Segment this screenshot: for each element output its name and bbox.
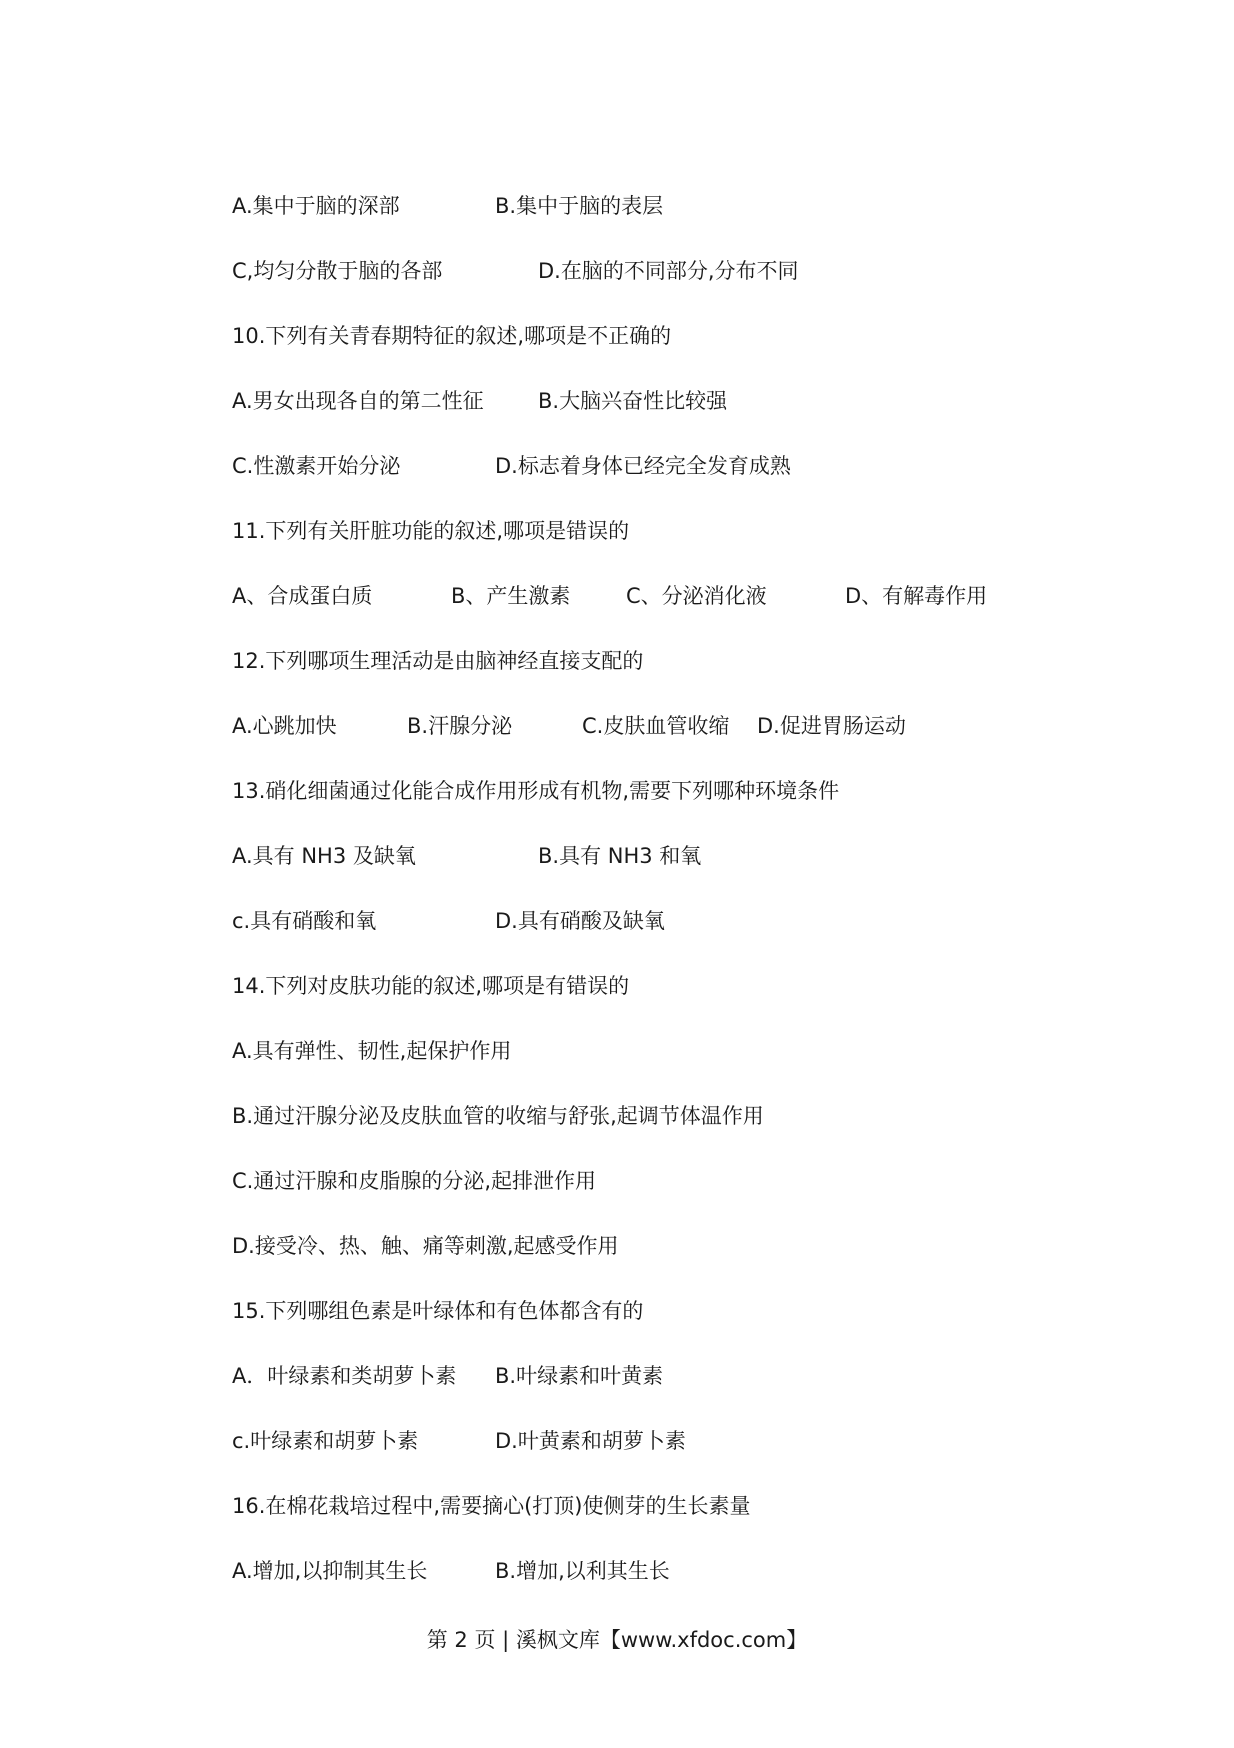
option-c: c.叶绿素和胡萝卜素: [232, 1429, 419, 1453]
option-b: B、产生激素: [451, 584, 571, 608]
question-text: 15.下列哪组色素是叶绿体和有色体都含有的: [232, 1299, 644, 1323]
option-a: A.具有弹性、韧性,起保护作用: [232, 1039, 512, 1063]
answer-options-row: [0, 1421, 1234, 1461]
option-c: C.皮肤血管收缩: [582, 714, 730, 738]
option-d: D.叶黄素和胡萝卜素: [495, 1429, 686, 1453]
option-d: D.接受冷、热、触、痛等刺激,起感受作用: [232, 1234, 619, 1258]
question-text: 11.下列有关肝脏功能的叙述,哪项是错误的: [232, 519, 630, 543]
answer-options-row: [0, 251, 1234, 291]
option-a: A.心跳加快: [232, 714, 337, 738]
option-c: C.通过汗腺和皮脂腺的分泌,起排泄作用: [232, 1169, 597, 1193]
answer-option: [0, 1031, 1234, 1071]
option-b: B.具有 NH3 和氧: [538, 844, 702, 868]
answer-option: [0, 1226, 1234, 1266]
option-b: B.叶绿素和叶黄素: [495, 1364, 664, 1388]
option-c: C、分泌消化液: [626, 584, 767, 608]
option-d: D.标志着身体已经完全发育成熟: [495, 454, 791, 478]
option-a: A.男女出现各自的第二性征: [232, 389, 484, 413]
answer-options-row: [0, 1356, 1234, 1396]
answer-option: [0, 1161, 1234, 1201]
question-10: [0, 316, 1234, 356]
question-12: [0, 641, 1234, 681]
answer-option: [0, 1096, 1234, 1136]
option-b: B.通过汗腺分泌及皮肤血管的收缩与舒张,起调节体温作用: [232, 1104, 764, 1128]
answer-options-row: [0, 836, 1234, 876]
answer-options-row: [0, 446, 1234, 486]
question-14: [0, 966, 1234, 1006]
question-15: [0, 1291, 1234, 1331]
answer-options-row: [0, 706, 1234, 746]
option-b: B.集中于脑的表层: [495, 194, 664, 218]
option-a: A.具有 NH3 及缺氧: [232, 844, 416, 868]
option-a: A、合成蛋白质: [232, 584, 373, 608]
question-16: [0, 1486, 1234, 1526]
option-d: D.促进胃肠运动: [757, 714, 906, 738]
question-13: [0, 771, 1234, 811]
page-footer: 第 2 页 | 溪枫文库【www.xfdoc.com】: [426, 1628, 808, 1652]
question-text: 13.硝化细菌通过化能合成作用形成有机物,需要下列哪种环境条件: [232, 779, 840, 803]
question-text: 10.下列有关青春期特征的叙述,哪项是不正确的: [232, 324, 672, 348]
question-text: 12.下列哪项生理活动是由脑神经直接支配的: [232, 649, 644, 673]
answer-options-row: [0, 1551, 1234, 1591]
option-a: A.集中于脑的深部: [232, 194, 400, 218]
option-d: D.具有硝酸及缺氧: [495, 909, 665, 933]
question-text: 16.在棉花栽培过程中,需要摘心(打顶)使侧芽的生长素量: [232, 1494, 751, 1518]
option-c: C,均匀分散于脑的各部: [232, 259, 443, 283]
option-d: D.在脑的不同部分,分布不同: [538, 259, 799, 283]
question-11: [0, 511, 1234, 551]
option-b: B.增加,以利其生长: [495, 1559, 670, 1583]
option-c: c.具有硝酸和氧: [232, 909, 377, 933]
option-a: A.增加,以抑制其生长: [232, 1559, 428, 1583]
answer-options-row: [0, 381, 1234, 421]
answer-options-row: [0, 901, 1234, 941]
answer-options-row: [0, 576, 1234, 616]
answer-options-row: [0, 186, 1234, 226]
option-b: B.汗腺分泌: [407, 714, 513, 738]
option-c: C.性激素开始分泌: [232, 454, 401, 478]
option-a: A．叶绿素和类胡萝卜素: [232, 1364, 457, 1388]
question-text: 14.下列对皮肤功能的叙述,哪项是有错误的: [232, 974, 630, 998]
option-b: B.大脑兴奋性比较强: [538, 389, 728, 413]
option-d: D、有解毒作用: [845, 584, 988, 608]
